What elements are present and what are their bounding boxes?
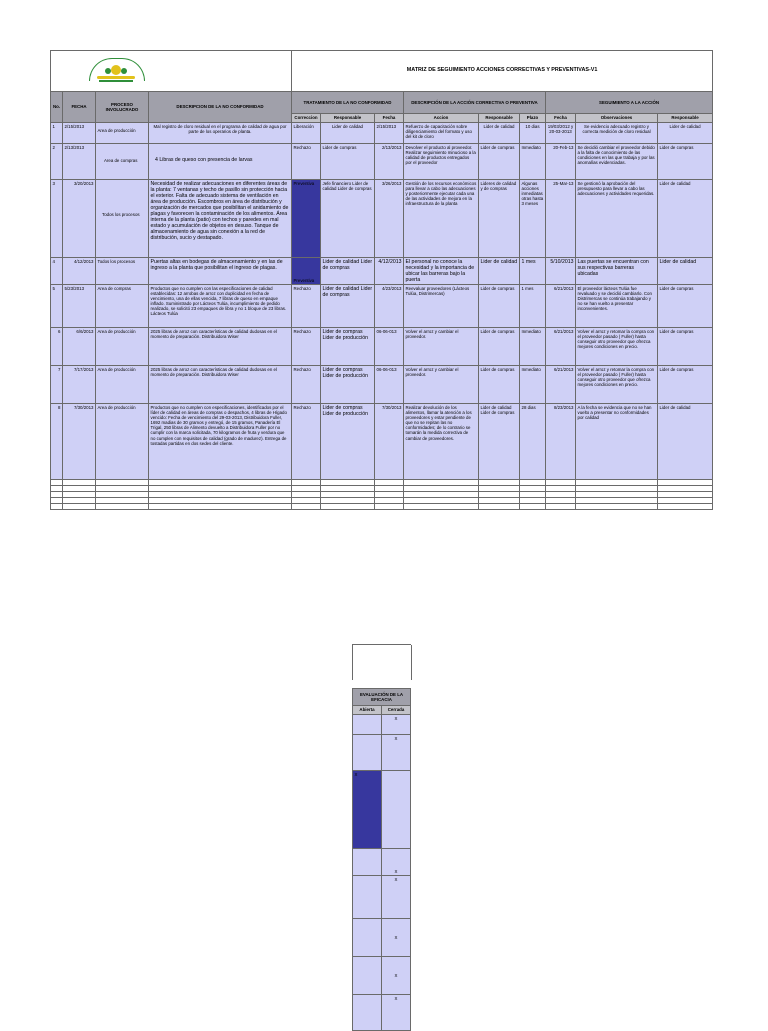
cell-correccion-label: Preventiva	[293, 277, 315, 283]
cell-accion: Volver el arroz y cambiar el proveedor.	[404, 328, 479, 366]
cell-responsable: Lider de calidad	[321, 123, 375, 144]
cell-plazo: 10 dias	[520, 123, 546, 144]
table-row	[51, 404, 713, 480]
subheader-observaciones: Observaciones	[576, 114, 658, 123]
evaluation-row	[353, 771, 411, 849]
evaluation-cerrada-header: Cerrada	[382, 706, 411, 715]
cell-responsable-3: Lider de calidad	[658, 404, 713, 480]
cell-fecha-t: 2/15/2013	[375, 123, 404, 144]
cell-observaciones: Se gestionó la aprobación del presupuesto para llevar a cabo las adecuaciones y actividades requeridas.	[576, 180, 658, 258]
cell-no: 2	[51, 144, 63, 180]
cell-descripcion: Productos que no cumplen con las especificaciones de calidad establecidas: 12 arrobas de arroz con duplicidad en fecha de vencimiento, una de ellas vencida, 7 libras de queso en empaque inflado. Suministrado por Lácteos Tulúa, incumplimiento de pedido realizado, se solicitó 23 empaques de libra y no 1 bloque de 23 libras. Lácteos Tulúa	[149, 285, 292, 328]
cell-responsable-2: Lider de compras	[479, 285, 520, 328]
cell-fecha: 6/6/2013	[63, 328, 96, 366]
evaluation-cerrada: X	[382, 715, 411, 735]
cell-responsable-2: Lider de compras	[479, 366, 520, 404]
evaluation-row	[353, 735, 411, 771]
evaluation-table	[352, 688, 411, 1031]
cell-proceso: Area de producción	[96, 366, 149, 404]
cell-responsable-2: Lider de compras	[479, 328, 520, 366]
cell-descripcion: Puertas altas en bodegas de almacenamiento y en las de ingreso a la planta que posibilitan el ingreso de plagas.	[149, 258, 292, 285]
subheader-plazo: Plazo	[520, 114, 546, 123]
cell-responsable: Lider de calidad Lider de compras	[321, 258, 375, 285]
evaluation-cerrada: X	[382, 957, 411, 995]
cell-fecha-s: 25-Mar-13	[546, 180, 576, 258]
cell-proceso: Area de producción	[96, 404, 149, 480]
cell-fecha-s: 5/10/2013	[546, 258, 576, 285]
evaluation-row	[353, 957, 411, 995]
cell-responsable-3: Lider de calidad	[658, 258, 713, 285]
cell-observaciones: El proveedor lácteos Tulúa fue revaluado y se decidió cambiarlo. Con Distrimercas se continúa trabajando y no se han vuelto a presentar inconvenientes.	[576, 285, 658, 328]
cell-no: 6	[51, 328, 63, 366]
cell-responsable-2: Lideres de calidad y de compras	[479, 180, 520, 258]
cell-fecha: 2/15/2013	[63, 123, 96, 144]
evaluation-abierta-header: Abierta	[353, 706, 382, 715]
cell-fecha: 4/12/2013	[63, 258, 96, 285]
cell-fecha-s: 19/03/2012 y 20-03-2013	[546, 123, 576, 144]
cell-correccion: Preventiva	[292, 180, 321, 258]
cell-responsable-3: Lider de compras	[658, 285, 713, 328]
cell-fecha-s: 6/21/2013	[546, 328, 576, 366]
subheader-accion: Accion	[404, 114, 479, 123]
cell-plazo: Algunas acciones inmediatas otras hasta 3 meses	[520, 180, 546, 258]
cell-responsable-3: Lider de compras	[658, 144, 713, 180]
evaluation-top-box	[352, 644, 411, 680]
subheader-responsable-2: Responsable	[479, 114, 520, 123]
table-row	[51, 328, 713, 366]
cell-fecha-t: 4/23/2013	[375, 285, 404, 328]
cell-fecha-t: 7/30/2013	[375, 404, 404, 480]
cell-no: 3	[51, 180, 63, 258]
cell-accion: El personal no conoce la necesidad y la importancia de ubicar las barreras bajo la puerta	[404, 258, 479, 285]
evaluation-abierta	[353, 735, 382, 771]
cell-fecha: 7/17/2013	[63, 366, 96, 404]
cell-plazo: 28 dias	[520, 404, 546, 480]
cell-descripcion: 4 Libras de queso con presencia de larvas	[149, 144, 292, 180]
evaluation-abierta	[353, 995, 382, 1031]
cell-accion: Devolver el producto al proveedor. Realizar seguimiento minucioso a la calidad de productos entregados por el proveedor	[404, 144, 479, 180]
cell-responsable-2: Lider de calidad Lider de compras	[479, 404, 520, 480]
cell-responsable: Lider de compras Lider de producción	[321, 328, 375, 366]
cell-no: 5	[51, 285, 63, 328]
cell-proceso: Area de producción	[96, 123, 149, 144]
cell-observaciones: Se decidió cambiar el proveedor debido a la falta de conocimiento de las condiciones en las que trabaja y por las anomalías evidenciadas.	[576, 144, 658, 180]
cell-correccion: Rechazo	[292, 144, 321, 180]
cell-observaciones: A la fecha se evidencia que no se han vuelto a presentar no conformidades por calidad	[576, 404, 658, 480]
cell-proceso: Area de compras	[96, 144, 149, 180]
cell-plazo: 1 mes	[520, 285, 546, 328]
cell-observaciones: Las puertas se encuentran con sus respectivas barreras ubicadas	[576, 258, 658, 285]
table-row	[51, 258, 713, 285]
evaluation-row	[353, 715, 411, 735]
page-title: MATRIZ DE SEGUIMIENTO ACCIONES CORRECTIVAS Y PREVENTIVAS-V1	[292, 51, 713, 92]
cell-proceso: Todos los procesos	[96, 258, 149, 285]
evaluation-row	[353, 919, 411, 957]
subheader-fecha: Fecha	[375, 114, 404, 123]
cell-fecha-t: 3/26/2013	[375, 180, 404, 258]
table-row	[51, 144, 713, 180]
cell-responsable-2: Lider de calidad	[479, 123, 520, 144]
subheader-fecha-2: Fecha	[546, 114, 576, 123]
cell-proceso: Area de compras	[96, 285, 149, 328]
cell-descripcion: Productos que no cumplen con especificaciones, identificados por el líder de calidad en áreas de compras o despachos, 4 libras de Hígado vencido: Fecha de vencimiento del 29-03-2013, Distribuidora Fuller, 1692 madias de 30 gramos y entregó, de 15 gramos, Panadería El Trigal, 250 libras de Alimento devuelto a Distribuidora Fuller por no cumplir con la marca solicitada, 70 kilogramos de fruta y verdura que no cumplen con requisitos de calidad (grado de madurez). Entrega de tostadas partidas en dos sedes del cliente.	[149, 404, 292, 480]
cell-no: 4	[51, 258, 63, 285]
cell-fecha-t: 4/12/2013	[375, 258, 404, 285]
subheader-correccion: Correccion	[292, 114, 321, 123]
cell-descripcion: 2025 libras de arroz con características de calidad dudosas en el momento de preparación. Distribuidora Wiser	[149, 366, 292, 404]
evaluation-cerrada: X	[382, 919, 411, 957]
matrix-sheet	[50, 50, 712, 510]
cell-observaciones: Se evidencio adecuado registro y correcta medición de cloro residual	[576, 123, 658, 144]
evaluation-abierta	[353, 876, 382, 919]
cell-responsable: Lider de compras Lider de producción	[321, 404, 375, 480]
cell-descripcion: 2025 libras de arroz con características de calidad dudosas en el momento de preparación. Distribuidora Wiser	[149, 328, 292, 366]
cell-observaciones: Volver el arroz y retomar la compra con el proveedor pasado ( Fuller) hasta conseguir otro proveedor que ofrezca mejores condiciones en precio.	[576, 366, 658, 404]
evaluation-abierta: X	[353, 771, 382, 849]
cell-accion: Reevaluar proveedores (Lácteos Tulúa, Distrimercas)	[404, 285, 479, 328]
cell-fecha-s: 6/21/2013	[546, 366, 576, 404]
evaluation-header: EVALUACIÓN DE LA EFICACIA	[353, 689, 411, 706]
cell-no: 8	[51, 404, 63, 480]
cell-plazo: Inmediato	[520, 366, 546, 404]
cell-descripcion: Necesidad de realizar adecuaciones en diferentes áreas de la planta: 7 ventanas y techo de pasillo sin protección hacia el exterior. Falta de adecuado sistema de ventilación en área de producción. Escombros en área de distribución y organización de mercados que posibilitan el anidamiento de plagas y favorecen la contaminación de los alimentos. Área interna de la planta (patio) con techos y paredes en mal estado y acumulación de objetos en desuso. Tanque de almacenamiento de agua sin conexión a la red de distribución, sucio y destapado.	[149, 180, 292, 258]
evaluation-abierta	[353, 919, 382, 957]
evaluation-row	[353, 849, 411, 876]
cell-responsable: Jefe financiero Lider de calidad Lider de compras	[321, 180, 375, 258]
cell-responsable-2: Lider de compras	[479, 144, 520, 180]
evaluation-cerrada: X	[382, 876, 411, 919]
cell-correccion: Liberación	[292, 123, 321, 144]
cell-responsable-3: Lider de calidad	[658, 180, 713, 258]
table-row	[51, 366, 713, 404]
header-fecha: FECHA	[63, 92, 96, 123]
cell-plazo: Inmediato	[520, 144, 546, 180]
cell-fecha: 3/20/2013	[63, 180, 96, 258]
cell-no: 1	[51, 123, 63, 144]
evaluation-row	[353, 995, 411, 1031]
cell-accion: Volver el arroz y cambiar el proveedor.	[404, 366, 479, 404]
cell-fecha-s: 8/23/2013	[546, 404, 576, 480]
header-seguimiento: SEGUIMIENTO A LA ACCIÓN	[546, 92, 713, 114]
cell-observaciones: Volver el arroz y retomar la compra con el proveedor pasado ( Fuller) hasta conseguir otro proveedor que ofrezca mejores condiciones en precio.	[576, 328, 658, 366]
company-logo	[83, 56, 149, 86]
cell-fecha-t: 2/13/2013	[375, 144, 404, 180]
cell-fecha: 7/30/2013	[63, 404, 96, 480]
evaluation-cerrada: X	[382, 995, 411, 1031]
evaluation-abierta	[353, 957, 382, 995]
cell-responsable: Lider de compras Lider de producción	[321, 366, 375, 404]
subheader-responsable-3: Responsable	[658, 114, 713, 123]
cell-responsable-3: Lider de compras	[658, 328, 713, 366]
cell-no: 7	[51, 366, 63, 404]
cell-fecha-s: 20-Feb-13	[546, 144, 576, 180]
evaluation-cerrada: X	[382, 735, 411, 771]
cell-responsable-2: Lider de calidad	[479, 258, 520, 285]
header-proceso: PROCESO INVOLUCRADO	[96, 92, 149, 123]
header-no: No.	[51, 92, 63, 123]
cell-fecha: 5/23/2013	[63, 285, 96, 328]
evaluation-cerrada	[382, 771, 411, 849]
subheader-responsable: Responsable	[321, 114, 375, 123]
cell-fecha: 2/13/2013	[63, 144, 96, 180]
cell-correccion: Rechazo	[292, 404, 321, 480]
cell-accion: Refuerzo de capacitación sobre diligenciamiento del formato y uso del kit de cloro	[404, 123, 479, 144]
cell-accion: Realizar devolución de los alimentos, llamar la atención a los proveedores y estar pendiente de que no se repitan las no conformidades; de lo contrario se tomarán la medida correctiva de cambiar de proveedores.	[404, 404, 479, 480]
table-row	[51, 123, 713, 144]
table-row	[51, 180, 713, 258]
cell-accion: Gestión de los recursos económicos para llevar a cabo las adecuaciones y posteriormente ejecutar cada una de las actividades de mejora en la infraestructura de la planta	[404, 180, 479, 258]
cell-correccion: Rechazo	[292, 366, 321, 404]
cell-correccion	[292, 258, 321, 285]
cell-responsable-3: Lider de calidad	[658, 123, 713, 144]
empty-row	[51, 504, 713, 510]
cell-plazo: 1 mes	[520, 258, 546, 285]
evaluation-abierta	[353, 849, 382, 876]
cell-fecha-t: 06-06-013	[375, 366, 404, 404]
header-accion: DESCRIPCIÓN DE LA ACCIÓN CORRECTIVA O PREVENTIVA	[404, 92, 546, 114]
table-row	[51, 285, 713, 328]
cell-proceso: Area de producción	[96, 328, 149, 366]
evaluation-row	[353, 876, 411, 919]
cell-descripcion: Mal registro de cloro residual en el programa de calidad de agua por parte de los operarios de planta.	[149, 123, 292, 144]
header-tratamiento: TRATAMIENTO DE LA NO CONFORMIDAD	[292, 92, 404, 114]
cell-correccion: Rechazo	[292, 328, 321, 366]
logo-cell	[51, 51, 292, 92]
matrix-table	[50, 50, 713, 510]
cell-responsable: Lider de calidad Lider de compras	[321, 285, 375, 328]
header-descripcion: DESCRIPCION DE LA NO CONFORMIDAD	[149, 92, 292, 123]
cell-fecha-s: 6/21/2013	[546, 285, 576, 328]
cell-correccion: Rechazo	[292, 285, 321, 328]
cell-fecha-t: 06-06-013	[375, 328, 404, 366]
evaluation-cerrada: X	[382, 849, 411, 876]
cell-responsable-3: Lider de compras	[658, 366, 713, 404]
cell-responsable: Lider de compras	[321, 144, 375, 180]
evaluation-abierta	[353, 715, 382, 735]
cell-proceso: Todos los procesos	[96, 180, 149, 258]
cell-plazo: Inmediato	[520, 328, 546, 366]
